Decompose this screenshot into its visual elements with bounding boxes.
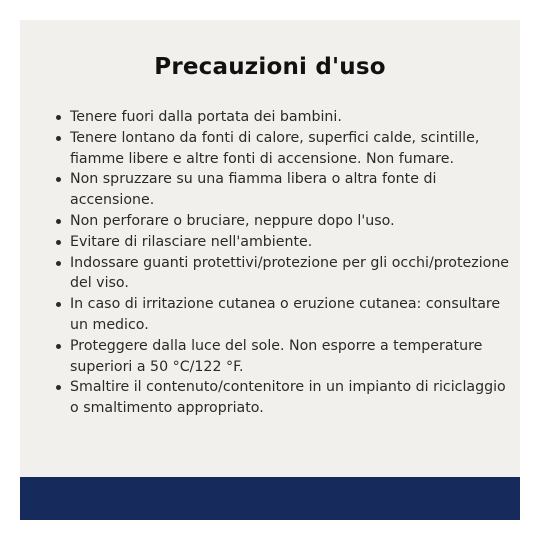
list-item-text: Evitare di rilasciare nell'ambiente. [70, 233, 313, 250]
list-item [56, 232, 511, 253]
list-item-text: Tenere lontano da fonti di calore, superfici calde, scintille, fiamme libere e altre fonti di accensione. Non fumare. [70, 129, 480, 167]
list-item [56, 128, 511, 170]
list-item-text: Indossare guanti protettivi/protezione per gli occhi/protezione del viso. [70, 254, 510, 292]
bullet-icon [56, 177, 61, 182]
footer-band [20, 477, 520, 520]
precautions-list [56, 107, 511, 419]
list-item [56, 169, 511, 211]
list-item-text: Tenere fuori dalla portata dei bambini. [70, 109, 342, 125]
bullet-icon [56, 115, 61, 120]
bullet-icon [56, 219, 61, 224]
list-item [56, 253, 511, 295]
list-item-text: Non perforare o bruciare, neppure dopo l'uso. [70, 212, 395, 229]
bullet-icon [56, 240, 61, 245]
list-item-text: Smaltire il contenuto/contenitore in un impianto di riciclaggio o smaltimento appropriato. [70, 379, 506, 417]
list-item-text: Proteggere dalla luce del sole. Non esporre a temperature superiori a 50 °C/122 °F. [70, 337, 483, 375]
list-item [56, 107, 511, 128]
bullet-icon [56, 385, 61, 390]
page-title: Precauzioni d'uso [154, 54, 386, 80]
list-item [56, 377, 511, 419]
list-item [56, 336, 511, 378]
list-item [56, 211, 511, 232]
bullet-icon [56, 261, 61, 266]
list-item-text: In caso di irritazione cutanea o eruzione cutanea: consultare un medico. [70, 296, 501, 333]
bullet-icon [56, 302, 61, 307]
bullet-icon [56, 136, 61, 141]
precautions-card [20, 20, 520, 520]
list-item [56, 294, 511, 336]
bullet-icon [56, 344, 61, 349]
list-item-text: Non spruzzare su una fiamma libera o altra fonte di accensione. [70, 171, 437, 209]
